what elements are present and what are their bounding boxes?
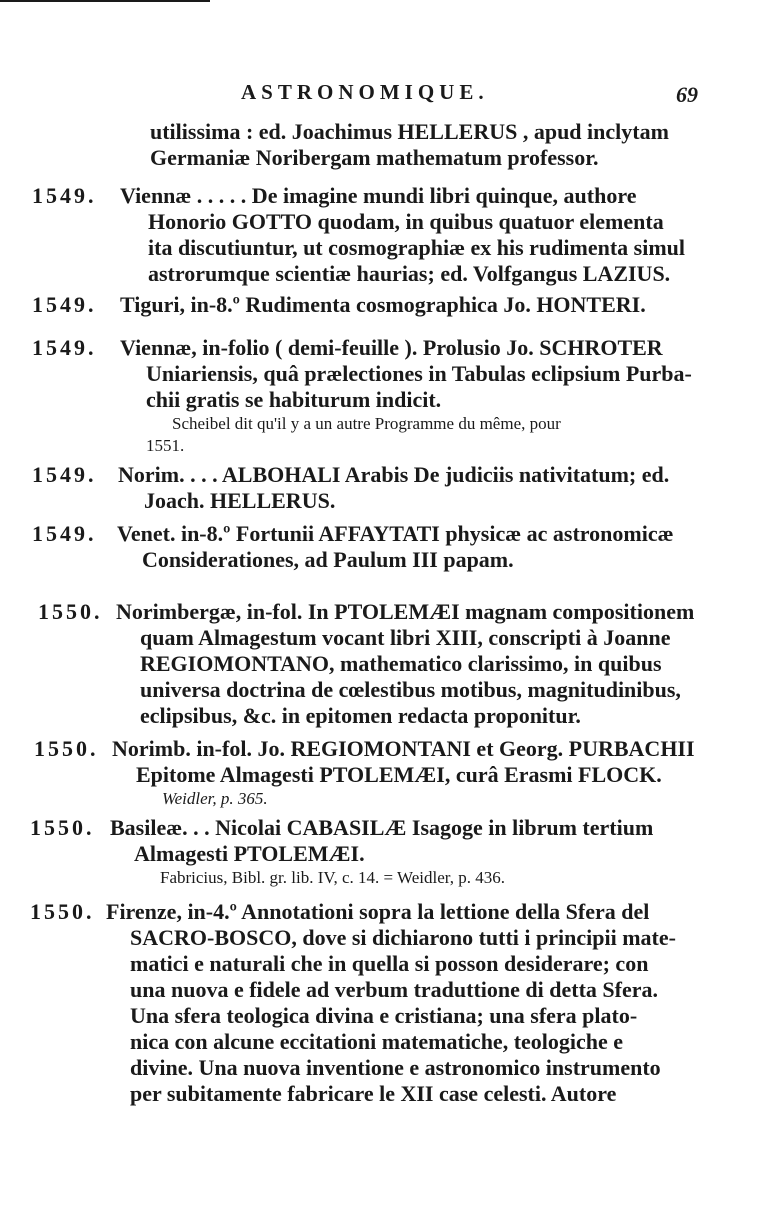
entry-line: Venet. in-8.º Fortunii AFFAYTATI physicæ ac astronomicæ <box>117 521 674 546</box>
entry-line: universa doctrina de cœlestibus motibus, magnitudinibus, <box>140 677 681 702</box>
entry-line: Epitome Almagesti PTOLEMÆI, curâ Erasmi FLOCK. <box>136 762 662 787</box>
entry-line: Joach. HELLERUS. <box>144 488 336 513</box>
entry-line: SACRO-BOSCO, dove si dichiarono tutti i principii mate- <box>130 925 676 950</box>
entry-line: Una sfera teologica divina e cristiana; una sfera plato- <box>130 1003 638 1028</box>
entry-note: Weidler, p. 365. <box>162 789 268 808</box>
entry-line: Honorio GOTTO quodam, in quibus quatuor elementa <box>148 209 664 234</box>
entry-line: REGIOMONTANO, mathematico clarissimo, in quibus <box>140 651 662 676</box>
entry-note: Scheibel dit qu'il y a un autre Programme du même, pour <box>172 414 561 433</box>
entry-line: per subitamente fabricare le XII case celesti. Autore <box>130 1081 617 1106</box>
entry-year: 1549. <box>32 335 97 360</box>
entry-line: astrorumque scientiæ haurias; ed. Volfgangus LAZIUS. <box>148 261 671 286</box>
entry-year: 1550. <box>38 599 103 624</box>
entry-year: 1550. <box>34 736 99 761</box>
entry-line: quam Almagestum vocant libri XIII, conscripti à Joanne <box>140 625 671 650</box>
running-title: ASTRONOMIQUE. <box>241 80 489 104</box>
entry-line: utilissima : ed. Joachimus HELLERUS , apud inclytam <box>150 119 669 144</box>
entry-year: 1549. <box>32 292 97 317</box>
entry-line: eclipsibus, &c. in epitomen redacta proponitur. <box>140 703 581 728</box>
entry-line: Viennæ, in-folio ( demi-feuille ). Prolusio Jo. SCHROTER <box>120 335 663 360</box>
entry-year: 1550. <box>30 815 95 840</box>
entry-line: Norim. . . . ALBOHALI Arabis De judiciis nativitatum; ed. <box>118 462 670 487</box>
entry-line: Norimb. in-fol. Jo. REGIOMONTANI et Georg. PURBACHII <box>112 736 695 761</box>
entry-line: Germaniæ Noribergam mathematum professor. <box>150 145 599 170</box>
entry-year: 1549. <box>32 462 97 487</box>
entry-line: Basileæ. . . Nicolai CABASILÆ Isagoge in librum tertium <box>110 815 654 840</box>
entry-line: Norimbergæ, in-fol. In PTOLEMÆI magnam compositionem <box>116 599 695 624</box>
entry-line: ita discutiuntur, ut cosmographiæ ex his rudimenta simul <box>148 235 686 260</box>
page-header <box>0 80 766 110</box>
entry-line: Tiguri, in-8.º Rudimenta cosmographica Jo. HONTERI. <box>120 292 646 317</box>
entry-note: 1551. <box>146 436 185 455</box>
top-rule <box>0 0 210 2</box>
page-number: 69 <box>676 82 698 107</box>
entry-line: Considerationes, ad Paulum III papam. <box>142 547 514 572</box>
entry-year: 1550. <box>30 899 95 924</box>
entry-year: 1549. <box>32 183 97 208</box>
entry-note: Fabricius, Bibl. gr. lib. IV, c. 14. = Weidler, p. 436. <box>160 868 505 887</box>
entry-line: Viennæ . . . . . De imagine mundi libri quinque, authore <box>120 183 637 208</box>
entry-line: Firenze, in-4.º Annotationi sopra la lettione della Sfera del <box>106 899 650 924</box>
entry-line: Uniariensis, quâ prælectiones in Tabulas eclipsium Purba- <box>146 361 692 386</box>
entry-line: divine. Una nuova inventione e astronomico instrumento <box>130 1055 661 1080</box>
entry-line: chii gratis se habiturum indicit. <box>146 387 442 412</box>
entry-line: Almagesti PTOLEMÆI. <box>134 841 365 866</box>
entry-year: 1549. <box>32 521 97 546</box>
entry-line: nica con alcune eccitationi matematiche, teologiche e <box>130 1029 624 1054</box>
entry-line: matici e naturali che in quella si posson desiderare; con <box>130 951 649 976</box>
entry-line: una nuova e fidele ad verbum traduttione di detta Sfera. <box>130 977 658 1002</box>
